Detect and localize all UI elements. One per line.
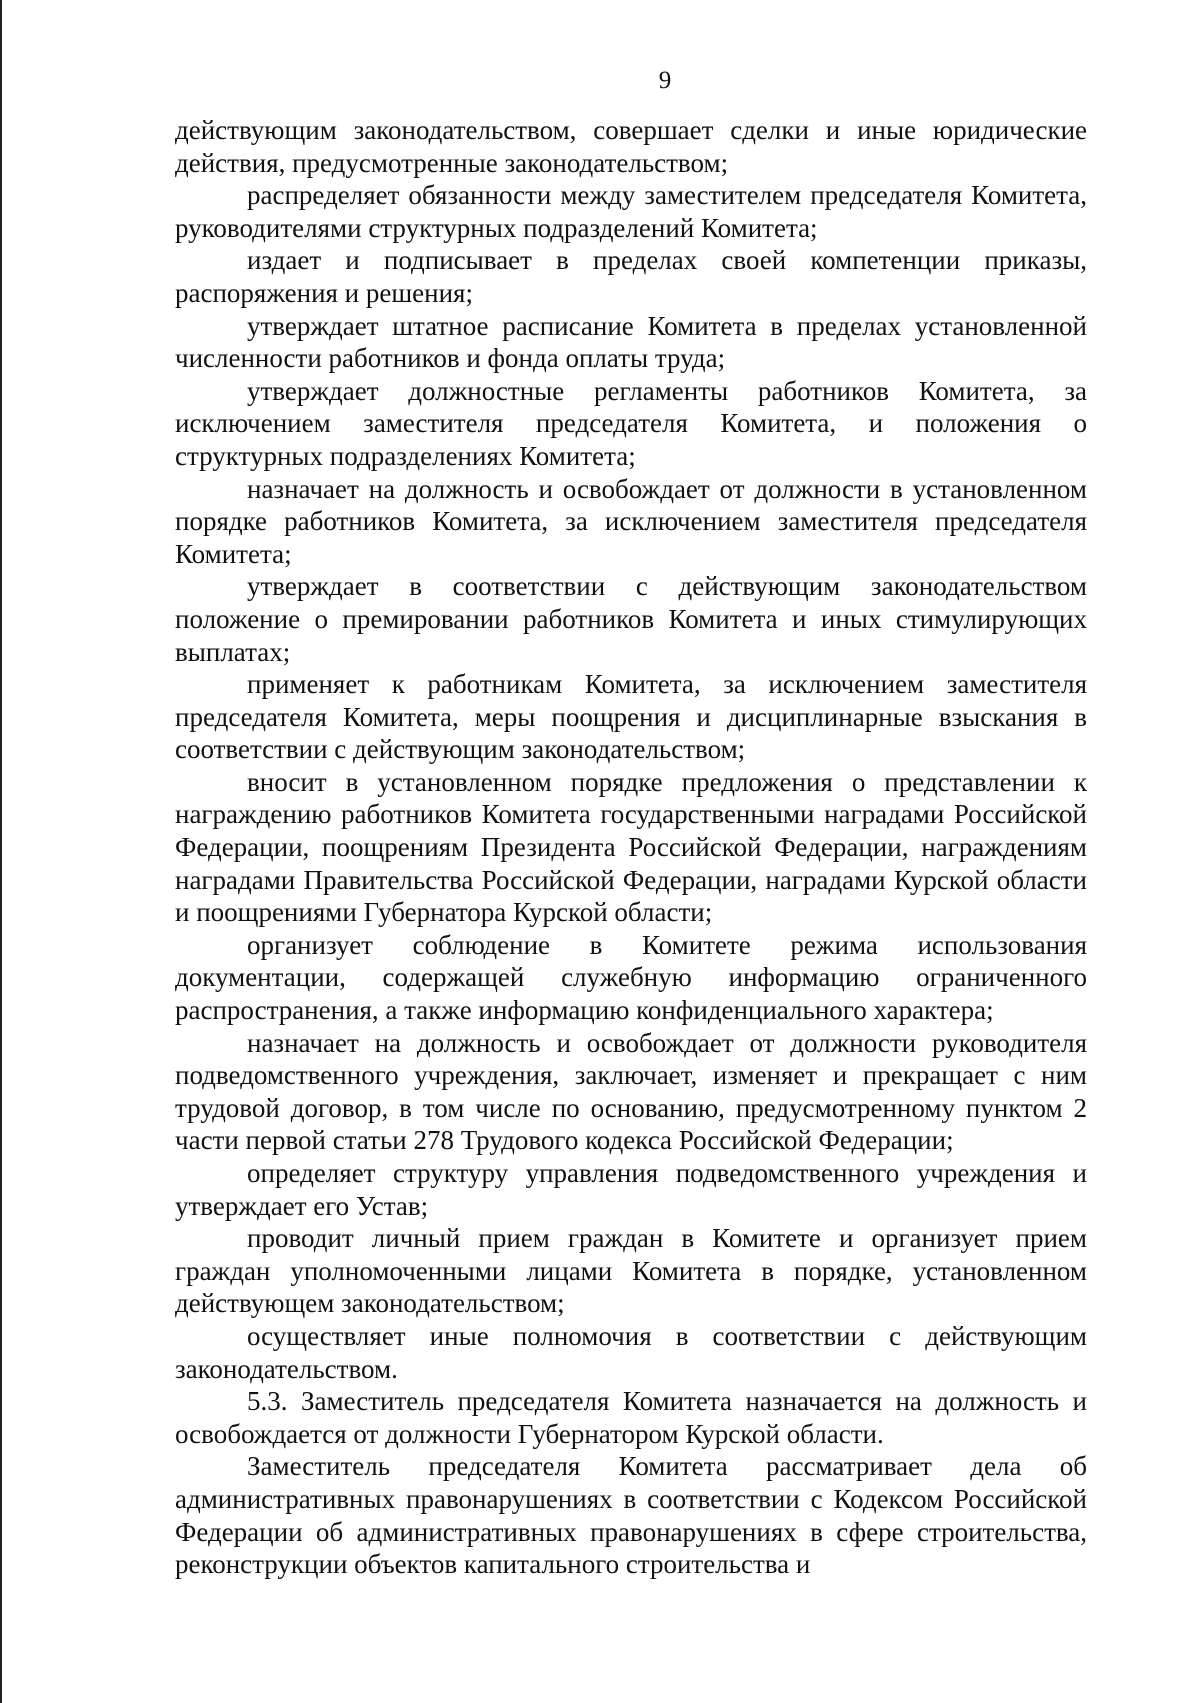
page-number: 9 bbox=[658, 67, 672, 94]
paragraph: 5.3. Заместитель председателя Комитета назначается на должность и освобождается от должности Губернатором Курской области. bbox=[175, 1386, 1087, 1449]
paragraph: распределяет обязанности между заместителем председателя Комитета, руководителями структурных подразделений Комитета; bbox=[175, 180, 1087, 243]
paragraph: вносит в установленном порядке предложения о представлении к награждению работников Комитета государственными наградами Российской Федерации, поощрениям Президента Российской Федерации, награждениям наградами Правительства Российской Федерации, наградами Курской области и поощрениями Губернатора Курской области; bbox=[175, 766, 1087, 928]
paragraph: назначает на должность и освобождает от должности в установленном порядке работников Комитета, за исключением заместителя председателя Комитета; bbox=[175, 473, 1087, 569]
paragraph: Заместитель председателя Комитета рассматривает дела об административных правонарушениях в соответствии с Кодексом Российской Федерации об административных правонарушениях в сфере строительства, реконструкции объектов капитального строительства и bbox=[175, 1451, 1087, 1580]
scan-border bbox=[0, 0, 2, 1703]
paragraph: проводит личный прием граждан в Комитете и организует прием граждан уполномоченными лицами Комитета в порядке, установленном действующем законодательством; bbox=[175, 1223, 1087, 1319]
paragraph: утверждает должностные регламенты работников Комитета, за исключением заместителя председателя Комитета, и положения о структурных подразделениях Комитета; bbox=[175, 375, 1087, 471]
paragraph: издает и подписывает в пределах своей компетенции приказы, распоряжения и решения; bbox=[175, 245, 1087, 308]
paragraph: утверждает штатное расписание Комитета в пределах установленной численности работников и фонда оплаты труда; bbox=[175, 310, 1087, 374]
paragraph: назначает на должность и освобождает от должности руководителя подведомственного учреждения, заключает, изменяет и прекращает с ним трудовой договор, в том числе по основанию, предусмотренному пунктом 2 части первой статьи 278 Трудового кодекса Российской Федерации; bbox=[175, 1027, 1087, 1156]
paragraph: применяет к работникам Комитета, за исключением заместителя председателя Комитета, меры поощрения и дисциплинарные взыскания в соответствии с действующим законодательством; bbox=[175, 669, 1087, 765]
paragraph: действующим законодательством, совершает сделки и иные юридические действия, предусмотренные законодательством; bbox=[175, 115, 1087, 178]
document-body bbox=[175, 114, 1087, 1581]
paragraph: определяет структуру управления подведомственного учреждения и утверждает его Устав; bbox=[175, 1158, 1087, 1221]
paragraph: утверждает в соответствии с действующим законодательством положение о премировании работников Комитета и иных стимулирующих выплатах; bbox=[175, 571, 1087, 667]
paragraph: организует соблюдение в Комитете режима использования документации, содержащей служебную информацию ограниченного распространения, а также информацию конфиденциального характера; bbox=[175, 929, 1087, 1026]
paragraph: осуществляет иные полномочия в соответствии с действующим законодательством. bbox=[175, 1320, 1087, 1384]
